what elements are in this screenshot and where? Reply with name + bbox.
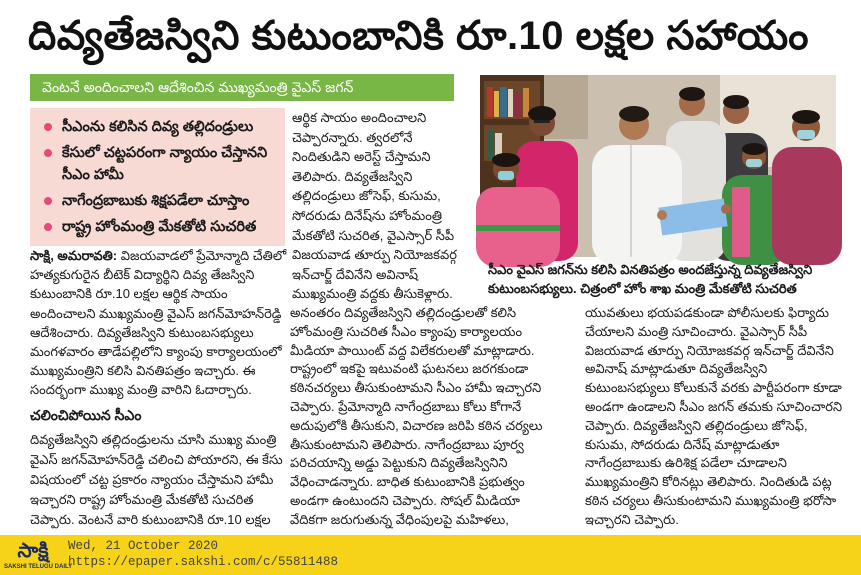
caption-line: కుటుంబసభ్యులు. చిత్రంలో హోం శాఖ మంత్రి మేకతోటి సుచరిత xyxy=(488,281,797,296)
bullet-icon xyxy=(44,123,52,131)
book xyxy=(487,87,493,117)
text-line: ఆర్థిక సాయం అందించాలని xyxy=(292,110,427,125)
text-line: కుటుంబానికి రూ.10 లక్షల ఆర్థిక సాయం xyxy=(30,286,228,302)
person-hair xyxy=(723,95,749,109)
text-line: కుసుమ, సోదరుడు దినేష్ మాట్లాడుతూ xyxy=(585,436,780,452)
shirt-placket xyxy=(630,145,632,257)
caption-line: సీఎం వైఎస్ జగన్‌ను కలిసి వినతిపత్రం అందజేస్తున్న దివ్యతేజస్విని xyxy=(488,262,813,277)
person-hair xyxy=(679,87,705,101)
text-line: ముఖ్యమంత్రి వద్దకు తీసుకెళ్లారు. xyxy=(292,286,453,302)
column-2-bottom xyxy=(290,304,578,530)
book xyxy=(523,88,529,117)
text-line xyxy=(30,246,286,265)
person-hair xyxy=(619,106,649,122)
text-line: ఇన్‌చార్జ్ దేవినేని అవినాష్ xyxy=(292,266,419,282)
text-line: సోదరుడు దినేష్‌ను హోంమంత్రి xyxy=(292,207,443,223)
text-line: మీడియా పాయింట్ వద్ద విలేకరులతో మాట్లాడారు. xyxy=(290,342,535,358)
saree-pallu xyxy=(732,187,750,257)
text-line: నాగేంద్రబాబుకు ఉరిశిక్ష పడేలా చూడాలని xyxy=(585,455,787,471)
book xyxy=(514,93,522,117)
text-line: కఠినచర్యలు తీసుకుంటామని సీఎం హామీ ఇచ్చారని xyxy=(290,380,542,396)
text-line-content: విజయవాడలో ప్రేమోన్మాది చేతిలో xyxy=(120,248,287,263)
bullet-icon xyxy=(44,223,52,231)
hand xyxy=(657,210,667,220)
text-line: అండగా ఉంటుందని చెప్పారు. సోషల్ మీడియా xyxy=(290,492,520,508)
text-line: ముఖ్యమంత్రిని కలిసి వినతిపత్రం ఇచ్చారు. ఈ xyxy=(30,363,256,379)
highlights-box xyxy=(30,108,285,246)
text-line: ఆదేశించారు. దివ్యతేజస్విని కుటుంబసభ్యులు xyxy=(30,324,254,340)
book xyxy=(494,91,499,117)
logo-tagline: SAKSHI TELUGU DAILY xyxy=(4,564,73,570)
text-line: విజయవాడ తూర్పు నియోజకవర్గ xyxy=(292,247,457,263)
column-2-top xyxy=(292,108,477,304)
epaper-link[interactable]: https://epaper.sakshi.com/c/55811488 xyxy=(68,555,339,569)
text-line: తల్లిదండ్రులు జోసెఫ్, కుసుమ, xyxy=(292,188,441,204)
text-line: చెప్పారు. వెంటనే వారి కుటుంబానికి రూ.10 లక్షల xyxy=(30,512,271,527)
edition-date: Wed, 21 October 2020 xyxy=(68,539,219,553)
text-line: చెప్పారు. ప్రేమోన్మాది నాగేంద్రబాబు కోలు కోగానే xyxy=(290,398,522,414)
column-1-paragraph-1 xyxy=(30,246,286,400)
highlight-item xyxy=(30,190,277,212)
text-line: ముఖ్యమంత్రిని కోరినట్లు తెలిపారు. నిందితుడి పట్ల xyxy=(585,474,832,490)
text-line: విజయవాడ తూర్పు నియోజకవర్గ ఇన్‌చార్జ్ దేవినేని xyxy=(585,342,834,358)
text-line: మంగళవారం తాడేపల్లిలోని క్యాంపు కార్యాలయంలో xyxy=(30,344,282,360)
news-photo xyxy=(480,75,836,257)
logo-text: సాక్షి xyxy=(17,540,49,562)
highlight-item xyxy=(30,116,277,138)
text-line: హోంమంత్రి సుచరిత సీఎం క్యాంపు కార్యాలయం xyxy=(290,323,523,339)
highlight-item xyxy=(30,142,277,186)
person-hair xyxy=(528,106,556,122)
text-line: ఇచ్చారని చెప్పారు. xyxy=(585,511,679,527)
photo-illustration xyxy=(480,75,836,257)
text-line: విషయంలో చట్ట ప్రకారం న్యాయం చేస్తామని హామీ xyxy=(30,472,274,487)
headline: దివ్యతేజస్విని కుటుంబానికి రూ.10 లక్షల సహాయం xyxy=(28,14,809,58)
subheadline-bar: వెంటనే అందించాలని ఆదేశించిన ముఖ్యమంత్రి వైఎస్ జగన్ xyxy=(30,74,454,101)
text-line: వైఎస్ జగన్‌మోహన్‌రెడ్డి చలించి పోయారని, ఈ కేసు xyxy=(30,452,283,467)
text-line: చేయాలని మంత్రి సూచించారు. వైఎస్సార్ సీపీ xyxy=(585,323,808,339)
book xyxy=(508,89,513,117)
highlight-text: కేసులో చట్టపరంగా న్యాయం చేస్తానని సీఎం హామీ xyxy=(62,145,268,183)
person-body xyxy=(592,145,682,265)
text-line: అదుపులోకి తీసుకుని, విచారణ జరిపి కఠిన చర్యలు xyxy=(290,417,543,433)
text-line: చెప్పారన్నారు. త్వరలోనే xyxy=(292,129,413,145)
text-line: రాష్ట్రంలో ఇకపై ఇటువంటి ఘటనలు జరగకుండా xyxy=(290,361,529,377)
column-1-paragraph-2 xyxy=(30,430,286,530)
hand xyxy=(721,204,731,214)
text-line: అనంతరం దివ్యతేజస్విని తల్లిదండ్రులతో కలిసి xyxy=(290,305,517,320)
text-line: తెలిపారు. దివ్యతేజస్విని xyxy=(292,168,413,184)
text-line: ఇచ్చారని రాష్ట్ర హోంమంత్రి మేకతోటి సుచరిత xyxy=(30,492,254,507)
text-line: హత్యకుగురైన బీటెక్ విద్యార్థిని దివ్య తేజస్విని xyxy=(30,267,255,283)
bullet-icon xyxy=(44,149,52,157)
text-line: నిందితుడిని అరెస్ట్ చేస్తామని xyxy=(292,149,431,165)
face-mask xyxy=(746,159,762,167)
epaper-footer xyxy=(0,535,861,575)
text-line: వేధించాడన్నారు. బాధిత కుటుంబానికి ప్రభుత్వం xyxy=(290,474,525,490)
text-line: కుటుంబసభ్యులు కోలుకునే వరకు పార్టీపరంగా కూడా xyxy=(585,380,842,396)
face-mask xyxy=(498,171,514,180)
highlight-item xyxy=(30,216,277,238)
text-line: అందించాలని ముఖ్యమంత్రి వైఎస్ జగన్‌మోహన్‌రెడ్డి xyxy=(30,305,282,321)
highlight-text: నాగేంద్రబాబుకు శిక్షపడేలా చూస్తాం xyxy=(62,193,250,209)
book xyxy=(488,130,494,159)
person-hair xyxy=(742,143,766,155)
saree-border xyxy=(476,225,560,231)
sakshi-logo xyxy=(4,538,73,572)
text-line: యువతులు భయపడకుండా పోలీసులకు ఫిర్యాదు xyxy=(585,305,830,320)
book xyxy=(500,87,507,117)
text-line: దివ్యతేజస్విని తల్లిదండ్రులను చూసి ముఖ్య మంత్రి xyxy=(30,432,277,447)
text-line: మేకతోటి సుచరిత, వైఎస్సార్ సీపీ xyxy=(292,227,455,243)
text-line: సందర్భంగా ముఖ్య మంత్రి వారిని ఓదార్చారు. xyxy=(30,382,252,398)
photo-caption xyxy=(488,260,836,300)
highlight-text: రాష్ట్ర హోంమంత్రి మేకతోటి సుచరిత xyxy=(62,219,257,235)
bullet-icon xyxy=(44,197,52,205)
person-body xyxy=(772,147,842,265)
text-line: అండగా ఉండాలని సీఎం జగన్ తమకు సూచించారని xyxy=(585,398,843,414)
text-line: అవినాష్ మాట్లాడుతూ దివ్యతేజస్విని xyxy=(585,361,768,377)
highlight-text: సీఎంను కలిసిన దివ్య తల్లిదండ్రులు xyxy=(62,119,254,135)
person-glasses xyxy=(534,120,550,123)
person-hair xyxy=(492,153,520,167)
text-line: చెప్పారు. దివ్యతేజస్విని తల్లిదండ్రులు జోసెఫ్, xyxy=(585,417,808,433)
section-subheading: చలించిపోయిన సీఎం xyxy=(30,407,142,423)
text-line: తీసుకుంటామని తెలిపారు. నాగేంద్రబాబు పూర్వ xyxy=(290,436,524,452)
person-hair xyxy=(792,110,820,124)
face-mask xyxy=(797,130,815,139)
text-line: వేదికగా జరుగుతున్న వేధింపులపై మహిళలు, xyxy=(290,511,509,527)
text-line: కఠిన చర్యలు తీసుకుంటామని ముఖ్యమంత్రి భరోసా xyxy=(585,492,837,508)
column-3 xyxy=(585,304,843,530)
text-line: పరిచయాన్ని అడ్డు పెట్టుకుని దివ్యతేజస్వినిని xyxy=(290,455,508,471)
dateline: సాక్షి, అమరావతి: xyxy=(30,248,118,263)
